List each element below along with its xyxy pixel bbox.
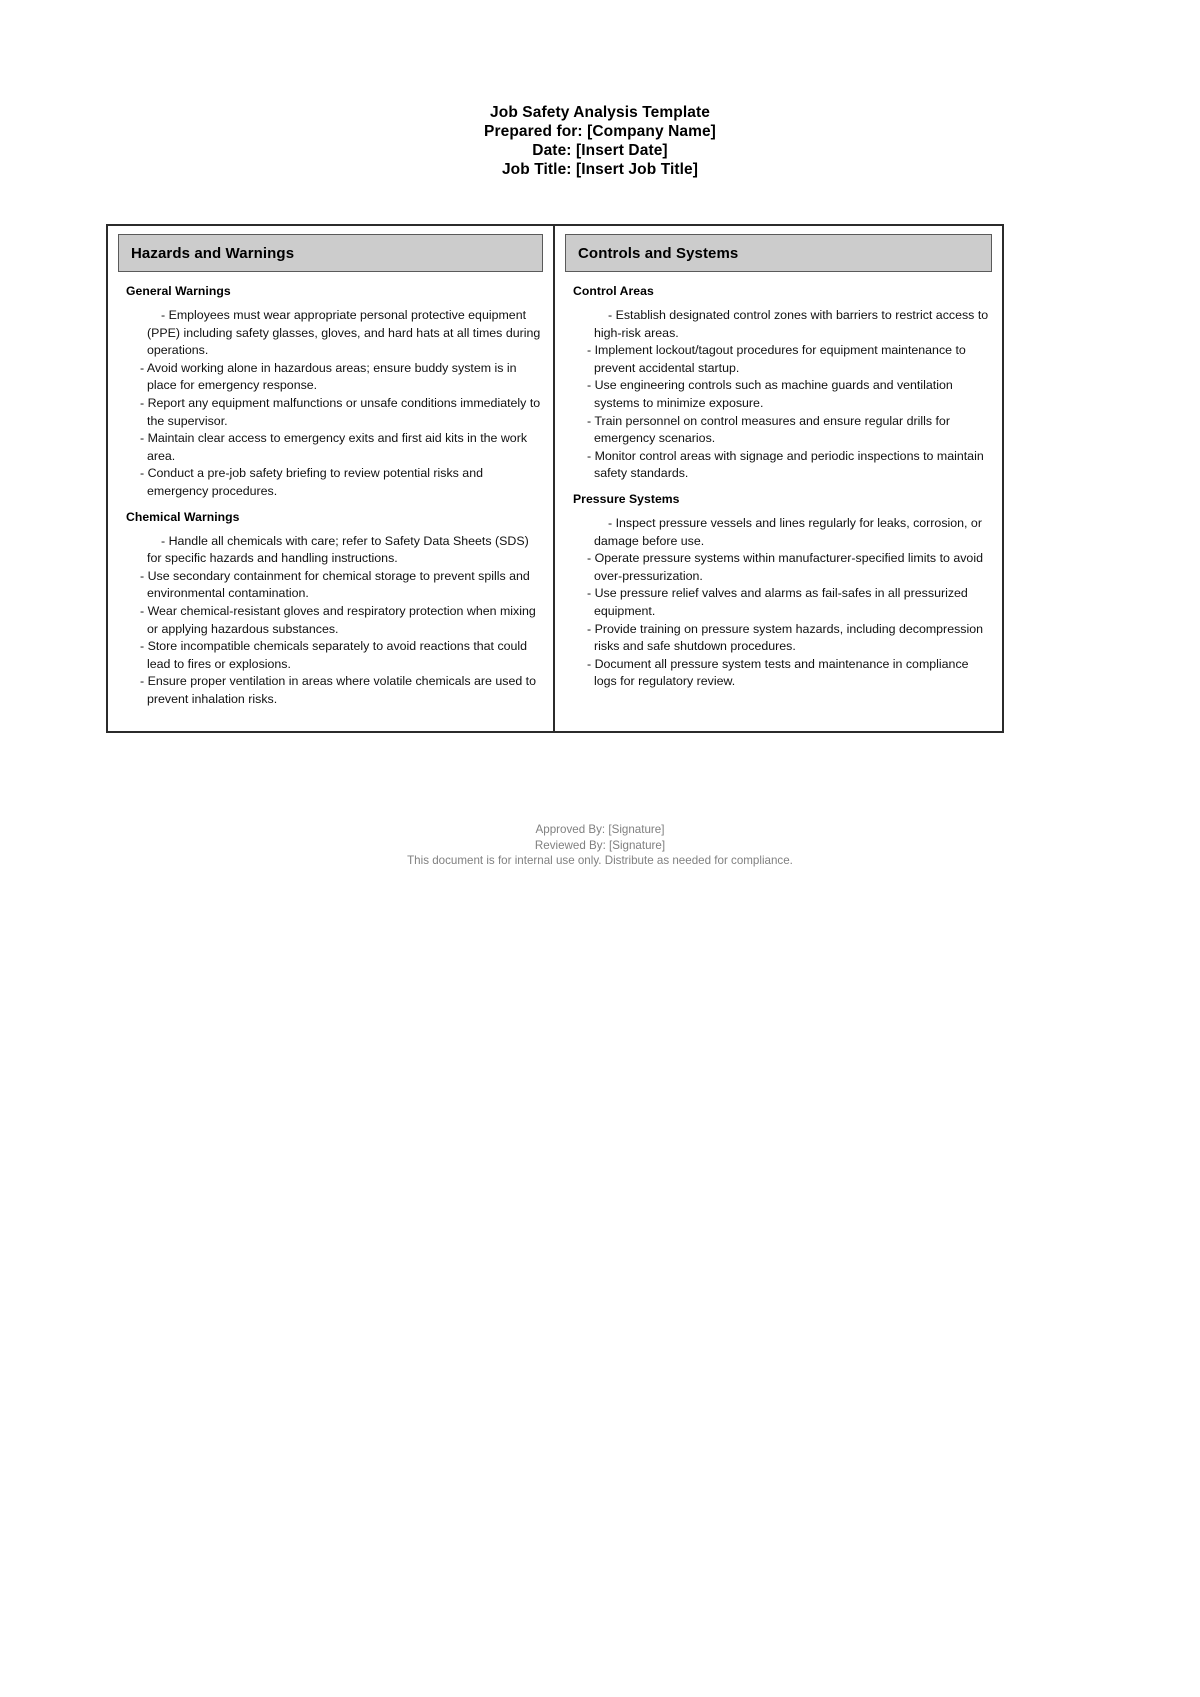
reviewed-by-line: Reviewed By: [Signature] [534, 838, 666, 852]
list-item: - Inspect pressure vessels and lines regularly for leaks, corrosion, or damage before use. [594, 515, 982, 548]
list-item: - Ensure proper ventilation in areas where volatile chemicals are used to prevent inhalation risks. [140, 674, 537, 706]
list-item: - Use secondary containment for chemical storage to prevent spills and environmental contamination. [140, 568, 530, 601]
controls-column-header-label: Controls and Systems [578, 244, 739, 262]
subheading-general-warnings: General Warnings [126, 284, 231, 298]
date-line: Date: [Insert Date] [532, 142, 668, 159]
content-table [106, 224, 1004, 733]
hazards-and-warnings-column [108, 226, 555, 731]
list-item: - Document all pressure system tests and maintenance in compliance logs for regulatory review. [587, 656, 969, 689]
list-item: - Report any equipment malfunctions or unsafe conditions immediately to the supervisor. [140, 395, 541, 428]
document-title: Job Safety Analysis Template [490, 104, 710, 121]
list-item: - Train personnel on control measures and ensure regular drills for emergency scenarios. [587, 413, 950, 446]
list-item: - Provide training on pressure system hazards, including decompression risks and safe shutdown procedures. [587, 621, 984, 654]
general-warnings-list [118, 307, 543, 501]
chemical-warnings-list [118, 533, 543, 709]
document-footer [0, 822, 1200, 869]
job-title-line: Job Title: [Insert Job Title] [501, 161, 699, 178]
list-item: - Use pressure relief valves and alarms as fail-safes in all pressurized equipment. [587, 586, 968, 618]
controls-column-header [565, 234, 992, 272]
list-item: - Employees must wear appropriate personal protective equipment (PPE) including safety glasses, gloves, and hard hats at all times during operations. [147, 308, 541, 358]
list-item: - Handle all chemicals with care; refer to Safety Data Sheets (SDS) for specific hazards and handling instructions. [147, 533, 529, 566]
list-item: - Establish designated control zones with barriers to restrict access to high-risk areas. [594, 308, 989, 340]
prepared-for-line: Prepared for: [Company Name] [484, 123, 716, 140]
list-item: - Wear chemical-resistant gloves and respiratory protection when mixing or applying hazardous substances. [140, 603, 536, 636]
hazards-column-header [118, 234, 543, 272]
list-item: - Operate pressure systems within manufacturer-specified limits to avoid over-pressurization. [587, 551, 983, 583]
list-item: - Implement lockout/tagout procedures for equipment maintenance to prevent accidental startup. [587, 343, 966, 375]
list-item: - Store incompatible chemicals separately to avoid reactions that could lead to fires or explosions. [140, 639, 528, 671]
list-item: - Use engineering controls such as machine guards and ventilation systems to minimize exposure. [587, 378, 953, 410]
list-item: - Conduct a pre-job safety briefing to review potential risks and emergency procedures. [140, 466, 483, 498]
controls-and-systems-column [555, 226, 1002, 731]
subheading-control-areas: Control Areas [573, 284, 654, 298]
subheading-pressure-systems: Pressure Systems [573, 491, 680, 506]
list-item: - Avoid working alone in hazardous areas; ensure buddy system is in place for emergency response. [140, 360, 517, 393]
subheading-chemical-warnings: Chemical Warnings [126, 509, 240, 524]
list-item: - Monitor control areas with signage and periodic inspections to maintain safety standards. [587, 448, 984, 481]
approved-by-line: Approved By: [Signature] [535, 823, 665, 836]
internal-use-notice: This document is for internal use only. Distribute as needed for compliance. [407, 854, 793, 867]
document-header [0, 0, 1200, 179]
hazards-column-header-label: Hazards and Warnings [131, 244, 295, 262]
control-areas-list [565, 307, 992, 483]
pressure-systems-list [565, 515, 992, 691]
list-item: - Maintain clear access to emergency exits and first aid kits in the work area. [140, 431, 528, 463]
